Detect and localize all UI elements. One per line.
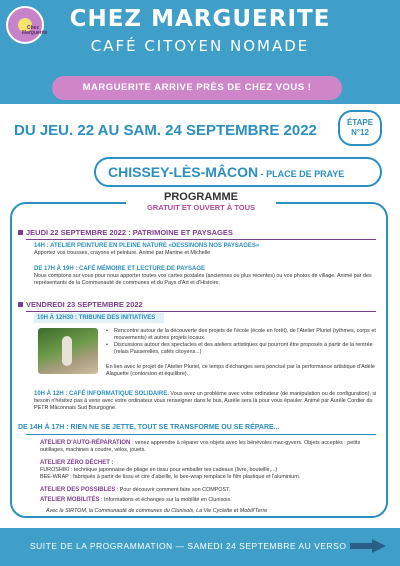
cafe-informatique (34, 391, 380, 412)
day1-activity2 (34, 266, 380, 287)
arrow-right-icon (350, 539, 386, 553)
activity-text: Nous comptons sur vous pour nous apporter toutes vos cartes postales (anciennes ou plus récentes) ou vos photos de village. Animé par des représentants de la Communauté de communes et du Pays d'Art et d'Histoire. (34, 273, 372, 286)
day1-title: JEUDI 22 SEPTEMBRE 2022 : PATRIMOINE ET PAYSAGES (26, 228, 233, 237)
atelier-zero-dechet (40, 460, 376, 481)
activity-text: Vous avez un problème avec votre ordinateur (de manipulation ou de configuration), si besoin n'hésitez pas à venir avec votre ordinateur vous renseigner dans le bus, Aurèle sera là pour vous épauler. Animé par Aurèle Cordier du PETR Mâconnais Sud Bourgogne. (34, 391, 377, 411)
tagline-banner: MARGUERITE ARRIVE PRÈS DE CHEZ VOUS ! (52, 76, 342, 100)
footer-band (0, 528, 400, 566)
square-bullet-icon (18, 230, 23, 235)
divider (26, 311, 376, 312)
day1-activity1 (34, 243, 380, 257)
etape-label: ÉTAPE (346, 118, 374, 127)
page-title: CHEZ MARGUERITE (69, 6, 331, 32)
town-name: CHISSEY-LÈS-MÂCON (108, 164, 259, 180)
atelier-text: : Pour découvrir comment faire son COMPOST. (115, 487, 231, 493)
square-bullet-icon (18, 302, 23, 307)
atelier-mobilites (40, 497, 376, 504)
activity-title: 14H : ATELIER PEINTURE EN PLEINE NATURE «DESSINONS NOS PAYSAGES» (34, 243, 260, 249)
event-dates: DU JEU. 22 AU SAM. 24 SEPTEMBRE 2022 (14, 122, 317, 139)
place-name: - PLACE DE PRAYE (258, 169, 345, 179)
day2-title: VENDREDI 23 SEPTEMBRE 2022 (26, 300, 143, 309)
list-item: • Discussions autour des spectacles et des ateliers artistiques qui pourront être proposés à partir de la rentrée (relais Passerelles, cafés citoyens...) (106, 342, 382, 356)
page-subtitle: CAFÉ CITOYEN NOMADE (90, 37, 310, 55)
etape-badge (338, 110, 382, 146)
footer-text: SUITE DE LA PROGRAMMATION — SAMEDI 24 SEPTEMBRE AU VERSO (30, 541, 347, 551)
chapter-title: DE 14H À 17H : RIEN NE SE JETTE, TOUT SE TRANSFORME OU SE RÉPARE... (18, 424, 280, 431)
atelier-name: ATELIER ZÉRO DÉCHET : (40, 460, 114, 466)
logo-text: Chez Marguerite (22, 25, 48, 36)
atelier-text: FUROSHIKI : technique japonnaise de pliage en tissu pour emballer tes cadeaux (livre, bouteille,...) (40, 467, 278, 473)
tribune-text: En lien avec le projet de l'Atelier Pluriel, ce temps d'échanges sera ponctué par la performance artistique d'Adèle Alaguette (contorsion et équilibre). (106, 364, 375, 377)
atelier-text: : Informations et échanges sur la mobilité en Clunisois. (99, 497, 232, 503)
day1-header (18, 228, 233, 237)
activity-title: DE 17H À 19H : CAFÉ MÉMOIRE ET LECTURE DE PAYSAGE (34, 266, 206, 272)
atelier-text: BEE-WRAP : fabriqués à partir de tissu et cire d'abeille, le bee-wrap remplace le film plastique et l'aluminium. (40, 474, 301, 480)
atelier-text: : venez apprendre à réparer vos objets avec les bénévoles mac-gyvers. Objets acceptés : petits outillages, machines à coudre, vélos, jouets. (40, 440, 361, 453)
header-band (0, 0, 400, 98)
program-subtitle: GRATUIT ET OUVERT À TOUS (146, 203, 256, 212)
atelier-possibles (40, 487, 376, 494)
atelier-name: ATELIER DES POSSIBLES (40, 487, 116, 493)
atelier-name: ATELIER MOBILITÉS (40, 497, 100, 503)
activity-title: 10H À 12H : CAFÉ INFORMATIQUE SOLIDAIRE. (34, 391, 169, 397)
etape-number: N°12 (351, 128, 369, 137)
program-header (126, 191, 276, 221)
atelier-name: ATELIER D'AUTO-RÉPARATION (40, 440, 131, 446)
divider (26, 434, 376, 435)
performer-figure (62, 336, 72, 366)
location-box (94, 157, 382, 187)
credits: Avec le SIRTOM, la Communauté de communes du Clunisois, La Vie Cyclette et Mobili'Terre (46, 508, 268, 514)
tribune-title: 10H À 12H30 : TRIBUNE DES INITIATIVES (34, 313, 164, 323)
divider (26, 239, 376, 240)
tribune-bullets (106, 328, 382, 356)
program-title: PROGRAMME (164, 191, 238, 203)
list-item: • Rencontre autour de la découverte des projets de l'école (école en forêt), de l'Atelier Pluriel (rythmes, corps et mouvements) et autres projets locaux. (106, 328, 382, 342)
activity-text: Apportez vos trousses, crayons et peinture. Animé par Martine et Michelle (34, 250, 211, 256)
performance-photo (38, 328, 98, 374)
atelier-reparation (40, 440, 376, 454)
day2-header (18, 300, 143, 309)
